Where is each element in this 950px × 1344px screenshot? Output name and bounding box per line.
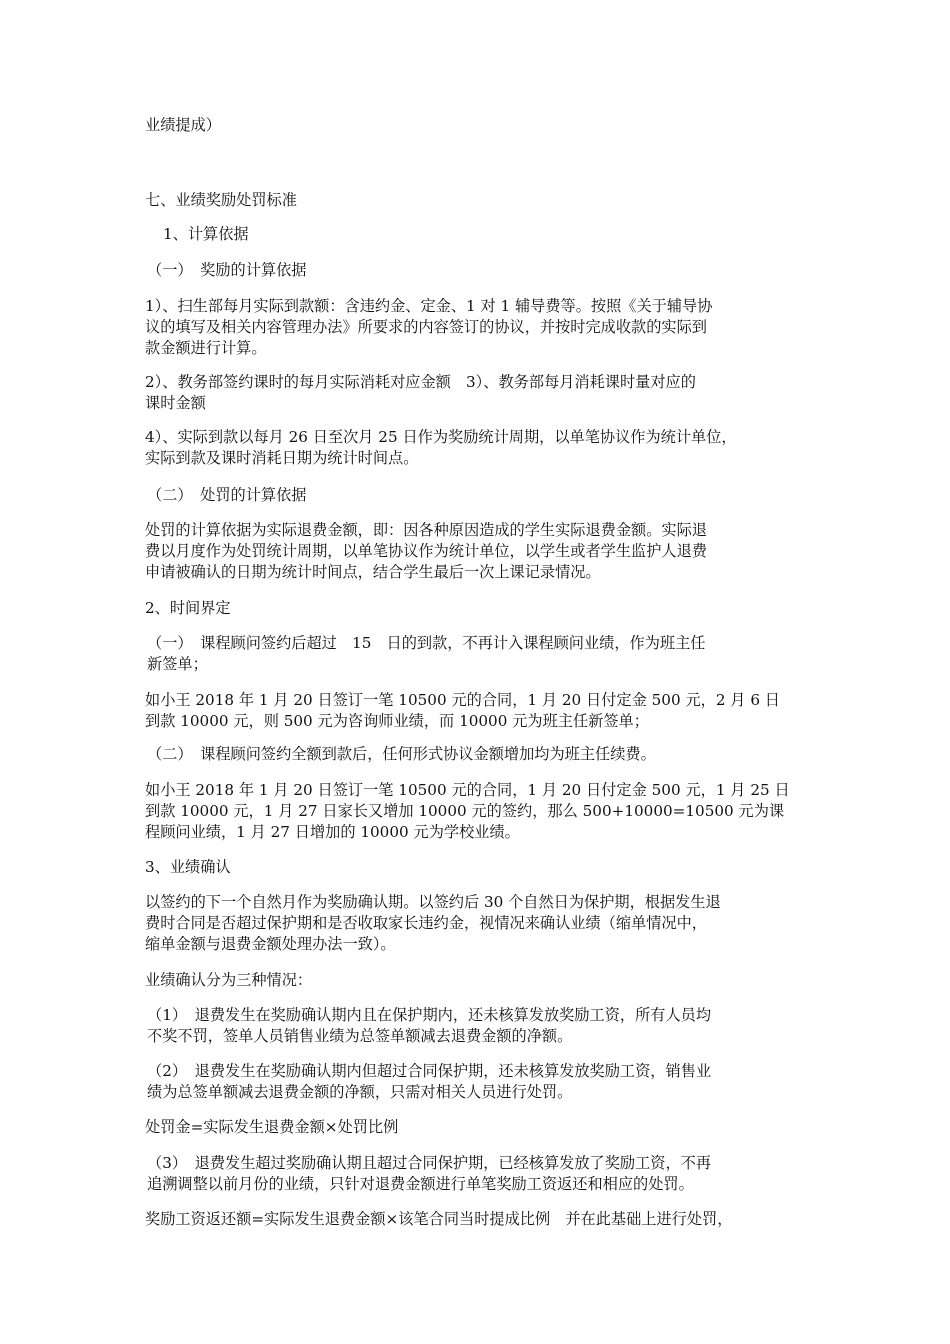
paragraph-case-3: （3） 退费发生超过奖励确认期且超过合同保护期，已经核算发放了奖励工资，不再 追溯调整以前月份的业绩，只针对退费金额进行单笔奖励工资返还和相应的处罚。 — [147, 1154, 712, 1193]
paragraph-penalty-basis: 处罚的计算依据为实际退费金额，即：因各种原因造成的学生实际退费金额。实际退 费以月度作为处罚统计周期，以单笔协议作为统计单位，以学生或者学生监护人退费 申请被确认的日期为统计时间点，结合学生最后一次上课记录情况。 — [145, 521, 707, 581]
paragraph-case-1: （1） 退费发生在奖励确认期内且在保护期内，还未核算发放奖励工资，所有人员均 不奖不罚，签单人员销售业绩为总签单额减去退费金额的净额。 — [147, 1006, 712, 1045]
subheading-penalty-basis: （二） 处罚的计算依据 — [147, 486, 307, 504]
subheading-performance-confirmation: 3、业绩确认 — [145, 858, 231, 876]
paragraph-reward-item-1: 1）、扫生部每月实际到款额：含违约金、定金、1 对 1 辅导费等。按照《关于辅导协 议的填写及相关内容管理办法》所要求的内容签订的协议，并按时完成收款的实际到 款金额进行计算。 — [145, 297, 713, 357]
paragraph-three-cases-intro: 业绩确认分为三种情况： — [145, 971, 313, 989]
paragraph-example-2: 如小王 2018 年 1 月 20 日签订一笔 10500 元的合同，1 月 20 日付定金 500 元，1 月 25 日 到款 10000 元，1 月 27 日家长又增加 10000 元的签约，那么 500+10000=10500 元为课 程顾问业绩，1 月 27 日增加的 10000 元为学校业绩。 — [145, 781, 790, 841]
paragraph-penalty-formula: 处罚金=实际发生退费金额×处罚比例 — [145, 1118, 399, 1136]
subheading-calculation-basis: 1、计算依据 — [163, 225, 249, 243]
paragraph-reward-item-4: 4）、实际到款以每月 26 日至次月 25 日作为奖励统计周期，以单笔协议作为统计单位， 实际到款及课时消耗日期为统计时间点。 — [145, 428, 737, 467]
subheading-reward-basis: （一） 奖励的计算依据 — [147, 261, 307, 279]
paragraph-reward-item-2-3: 2）、教务部签约课时的每月实际消耗对应金额 3）、教务部每月消耗课时量对应的 课时金额 — [145, 373, 696, 412]
paragraph-time-rule-2: （二） 课程顾问签约全额到款后，任何形式协议金额增加均为班主任续费。 — [147, 745, 656, 763]
paragraph-case-2: （2） 退费发生在奖励确认期内但超过合同保护期，还未核算发放奖励工资，销售业 绩为总签单额减去退费金额的净额，只需对相关人员进行处罚。 — [147, 1062, 712, 1101]
paragraph-example-1: 如小王 2018 年 1 月 20 日签订一笔 10500 元的合同，1 月 20 日付定金 500 元，2 月 6 日 到款 10000 元，则 500 元为咨询师业绩，而 10000 元为班主任新签单； — [145, 691, 780, 730]
paragraph-time-rule-1: （一） 课程顾问签约后超过 15 日的到款，不再计入课程顾问业绩，作为班主任 新签单； — [147, 634, 706, 673]
paragraph-confirmation-period: 以签约的下一个自然月作为奖励确认期。以签约后 30 个自然日为保护期，根据发生退 费时合同是否超过保护期和是否收取家长违约金，视情况来确认业绩（缩单情况中， 缩单金额与退费金额处理办法一致）。 — [145, 893, 721, 953]
paragraph-refund-formula: 奖励工资返还额=实际发生退费金额×该笔合同当时提成比例 并在此基础上进行处罚， — [145, 1210, 733, 1228]
section-heading-7: 七、业绩奖励处罚标准 — [145, 191, 297, 209]
paragraph-continuation: 业绩提成） — [145, 116, 221, 134]
subheading-time-definition: 2、时间界定 — [145, 599, 231, 617]
